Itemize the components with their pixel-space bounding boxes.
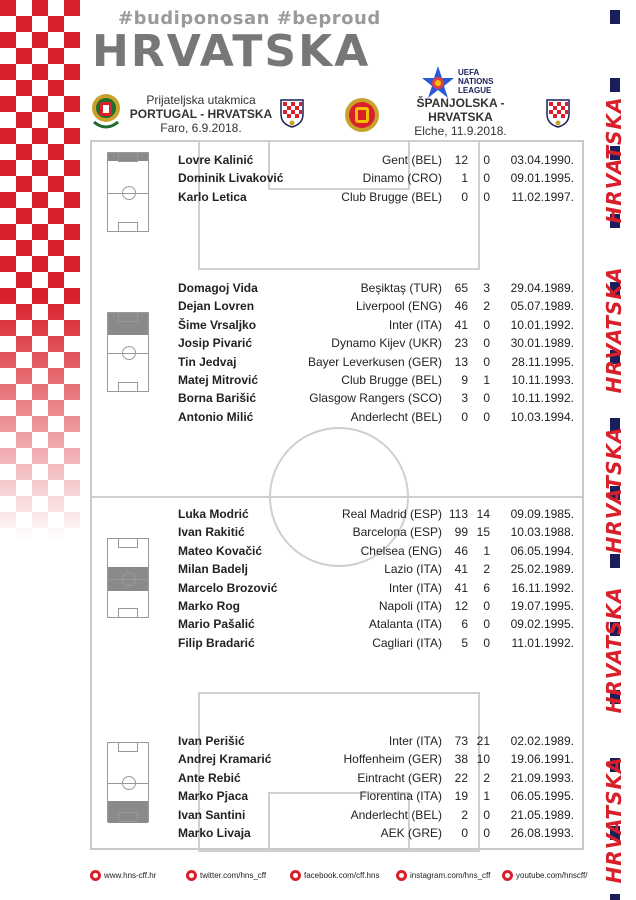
player-dob: 10.03.1994. [510, 409, 574, 424]
player-caps: 73 [454, 734, 468, 748]
player-caps: 0 [461, 409, 468, 424]
player-dob: 21.09.1993. [510, 770, 574, 785]
player-goals: 2 [483, 770, 490, 785]
footer-link-text: youtube.com/hnscff/ [516, 871, 588, 880]
facebook-icon [290, 870, 301, 881]
player-dob: 19.06.1991. [510, 752, 574, 767]
player-caps: 9 [461, 372, 468, 387]
player-club: Napoli (ITA) [378, 598, 442, 613]
player-row [178, 389, 574, 407]
player-goals: 2 [483, 562, 490, 577]
player-row [178, 732, 574, 750]
player-caps: 12 [454, 598, 468, 613]
player-row [178, 750, 574, 768]
player-caps: 1 [461, 171, 468, 186]
side-word-text: HRVATSKA [602, 426, 626, 554]
player-row [178, 505, 574, 523]
defender-position-icon [107, 312, 149, 392]
player-row [178, 579, 574, 597]
player-row [178, 297, 574, 315]
player-caps: 41 [454, 562, 468, 577]
player-dob: 21.05.1989. [510, 807, 574, 822]
player-dob: 16.11.1992. [511, 580, 574, 595]
player-dob: 10.11.1992. [511, 391, 574, 406]
match-label: Prijateljska utakmica [146, 93, 256, 107]
player-name: Karlo Letica [178, 189, 247, 204]
player-dob: 06.05.1994. [510, 543, 574, 558]
defenders-list [178, 279, 574, 426]
player-row [178, 634, 574, 652]
navy-tick [610, 894, 620, 900]
player-name: Ivan Perišić [178, 734, 245, 748]
player-caps: 41 [454, 580, 468, 595]
player-goals: 21 [476, 734, 490, 748]
player-caps: 41 [454, 317, 468, 332]
navy-tick [610, 10, 620, 24]
globe-icon [90, 870, 101, 881]
player-goals: 0 [483, 825, 490, 840]
match-spain [383, 96, 538, 138]
player-club: Lazio (ITA) [384, 562, 442, 577]
side-word-text: HRVATSKA [602, 96, 626, 224]
player-goals: 0 [483, 807, 490, 822]
player-goals: 6 [483, 580, 490, 595]
player-caps: 0 [461, 825, 468, 840]
player-goals: 0 [483, 617, 490, 632]
player-club: Cagliari (ITA) [372, 635, 442, 650]
player-name: Mario Pašalić [178, 617, 255, 632]
player-dob: 11.02.1997. [511, 189, 574, 204]
player-caps: 19 [454, 789, 468, 804]
player-row [178, 371, 574, 389]
spain-crest-icon [343, 96, 381, 134]
player-name: Šime Vrsaljko [178, 317, 257, 332]
player-row [178, 806, 574, 824]
side-word-text: HRVATSKA [602, 266, 626, 394]
player-dob: 10.01.1992. [510, 317, 574, 332]
player-dob: 25.02.1989. [510, 562, 574, 577]
player-row [178, 408, 574, 426]
player-club: Liverpool (ENG) [355, 299, 442, 314]
player-club: Chelsea (ENG) [360, 543, 442, 558]
goalkeeper-position-icon [107, 152, 149, 232]
player-name: Luka Modrić [178, 507, 249, 521]
match-info: Elche, 11.9.2018. [414, 124, 507, 138]
match-teams: ŠPANJOLSKA - HRVATSKA [416, 96, 505, 124]
player-goals: 0 [483, 317, 490, 332]
player-name: Marko Pjaca [178, 789, 249, 804]
player-name: Antonio Milić [178, 409, 254, 424]
player-row [178, 787, 574, 805]
player-row [178, 769, 574, 787]
side-word-text: HRVATSKA [602, 756, 626, 884]
player-name: Andrej Kramarić [178, 752, 272, 767]
player-name: Dejan Lovren [178, 299, 255, 314]
player-club: Fiorentina (ITA) [359, 789, 442, 804]
player-caps: 3 [461, 391, 468, 406]
player-dob: 09.01.1995. [510, 171, 574, 186]
player-club: Inter (ITA) [388, 734, 442, 748]
player-goals: 0 [483, 635, 490, 650]
player-caps: 23 [454, 336, 468, 351]
player-row [178, 542, 574, 560]
player-row [178, 523, 574, 541]
player-club: Glasgow Rangers (SCO) [309, 391, 442, 406]
player-dob: 09.02.1995. [510, 617, 574, 632]
side-band [590, 0, 636, 900]
player-row [178, 188, 574, 206]
player-name: Marko Rog [178, 598, 241, 613]
player-club: Anderlecht (BEL) [350, 409, 442, 424]
player-caps: 12 [454, 153, 468, 167]
player-row [178, 353, 574, 371]
player-row [178, 279, 574, 297]
player-caps: 46 [454, 543, 468, 558]
player-caps: 99 [454, 525, 468, 540]
player-caps: 0 [461, 189, 468, 204]
player-name: Josip Pivarić [178, 336, 253, 351]
player-goals: 3 [483, 281, 490, 295]
player-dob: 02.02.1989. [510, 734, 574, 748]
player-row [178, 334, 574, 352]
checkered-fade [0, 0, 80, 540]
player-dob: 09.09.1985. [510, 507, 574, 521]
footer-link[interactable] [90, 870, 156, 881]
forward-position-icon [107, 742, 149, 822]
forwards-list [178, 732, 574, 842]
side-word-text: HRVATSKA [602, 586, 626, 714]
navy-tick [610, 554, 620, 568]
player-goals: 15 [476, 525, 490, 540]
navy-tick [610, 78, 620, 92]
player-club: Beşiktaş (TUR) [360, 281, 442, 295]
player-name: Mateo Kovačić [178, 543, 263, 558]
player-goals: 0 [483, 189, 490, 204]
footer-link-text: facebook.com/cff.hns [304, 871, 380, 880]
player-dob: 26.08.1993. [510, 825, 574, 840]
hashtags: #budiponosan #beproud [118, 8, 381, 29]
uefa-line3: LEAGUE [458, 86, 492, 95]
side-word [594, 756, 634, 884]
player-dob: 03.04.1990. [510, 153, 574, 167]
player-name: Lovre Kalinić [178, 153, 254, 167]
player-name: Ivan Rakitić [178, 525, 245, 540]
player-caps: 65 [454, 281, 468, 295]
player-row [178, 615, 574, 633]
goalkeepers-list [178, 151, 574, 206]
player-goals: 1 [483, 789, 490, 804]
player-club: Bayer Leverkusen (GER) [307, 354, 442, 369]
player-club: Hoffenheim (GER) [343, 752, 442, 767]
player-goals: 0 [483, 153, 490, 167]
player-row [178, 597, 574, 615]
player-caps: 6 [461, 617, 468, 632]
footer-link-text: www.hns-cff.hr [104, 871, 157, 880]
footer-link-text: instagram.com/hns_cff [410, 871, 491, 880]
player-name: Milan Badelj [178, 562, 249, 577]
player-name: Ante Rebić [178, 770, 241, 785]
player-goals: 10 [476, 752, 490, 767]
player-name: Dominik Livaković [178, 171, 284, 186]
player-caps: 22 [454, 770, 468, 785]
player-caps: 5 [461, 635, 468, 650]
footer-link-text: twitter.com/hns_cff [200, 871, 267, 880]
side-word [594, 586, 634, 714]
player-row [178, 316, 574, 334]
player-goals: 1 [483, 372, 490, 387]
youtube-icon [502, 870, 513, 881]
player-goals: 0 [483, 391, 490, 406]
player-club: Inter (ITA) [388, 580, 442, 595]
player-dob: 19.07.1995. [510, 598, 574, 613]
player-club: Eintracht (GER) [357, 770, 442, 785]
player-dob: 30.01.1989. [510, 336, 574, 351]
match-teams: PORTUGAL - HRVATSKA [129, 107, 273, 121]
player-goals: 2 [483, 299, 490, 314]
player-club: Dynamo Kijev (UKR) [331, 336, 442, 351]
player-club: Atalanta (ITA) [368, 617, 442, 632]
player-goals: 1 [483, 543, 490, 558]
footer-link[interactable] [186, 870, 266, 881]
side-word [594, 96, 634, 224]
portugal-crest-icon [88, 90, 124, 132]
footer-link[interactable] [502, 870, 587, 881]
player-club: Real Madrid (ESP) [341, 507, 442, 521]
player-caps: 38 [454, 752, 468, 767]
player-name: Ivan Santini [178, 807, 246, 822]
player-goals: 0 [483, 354, 490, 369]
player-caps: 113 [448, 507, 468, 521]
player-dob: 10.03.1988. [510, 525, 574, 540]
match-portugal [126, 93, 276, 135]
player-name: Marcelo Brozović [178, 580, 278, 595]
player-dob: 06.05.1995. [510, 789, 574, 804]
player-caps: 46 [454, 299, 468, 314]
player-club: Dinamo (CRO) [362, 171, 442, 186]
player-goals: 0 [483, 171, 490, 186]
midfielder-position-icon [107, 538, 149, 618]
social-footer [90, 866, 590, 886]
player-name: Domagoj Vida [178, 281, 258, 295]
player-row [178, 151, 574, 169]
player-club: Anderlecht (BEL) [350, 807, 442, 822]
player-goals: 0 [483, 598, 490, 613]
footer-link[interactable] [396, 870, 490, 881]
uefa-line1: UEFA [458, 68, 480, 77]
instagram-icon [396, 870, 407, 881]
page-title: HRVATSKA [92, 26, 371, 77]
player-club: Club Brugge (BEL) [341, 189, 442, 204]
midfielders-list [178, 505, 574, 652]
twitter-icon [186, 870, 197, 881]
player-club: Barcelona (ESP) [352, 525, 442, 540]
player-name: Matej Mitrović [178, 372, 259, 387]
player-name: Marko Livaja [178, 825, 251, 840]
player-name: Tin Jedvaj [178, 354, 237, 369]
player-name: Borna Barišić [178, 391, 257, 406]
player-dob: 28.11.1995. [511, 354, 574, 369]
player-row [178, 169, 574, 187]
player-row [178, 824, 574, 842]
footer-link[interactable] [290, 870, 379, 881]
side-word [594, 266, 634, 394]
player-dob: 10.11.1993. [511, 372, 574, 387]
player-caps: 13 [454, 354, 468, 369]
player-row [178, 560, 574, 578]
player-goals: 14 [476, 507, 490, 521]
player-club: AEK (GRE) [380, 825, 442, 840]
player-goals: 0 [483, 336, 490, 351]
player-dob: 05.07.1989. [510, 299, 574, 314]
player-name: Filip Bradarić [178, 635, 255, 650]
player-goals: 0 [483, 409, 490, 424]
croatia-crest-icon [279, 96, 305, 128]
player-club: Inter (ITA) [388, 317, 442, 332]
uefa-line2: NATIONS [458, 77, 494, 86]
side-word [594, 426, 634, 554]
match-info: Faro, 6.9.2018. [160, 121, 242, 135]
player-caps: 2 [461, 807, 468, 822]
player-club: Club Brugge (BEL) [341, 372, 442, 387]
player-club: Gent (BEL) [381, 153, 442, 167]
player-dob: 11.01.1992. [511, 635, 574, 650]
player-dob: 29.04.1989. [510, 281, 574, 295]
croatia-crest-icon [545, 96, 571, 128]
